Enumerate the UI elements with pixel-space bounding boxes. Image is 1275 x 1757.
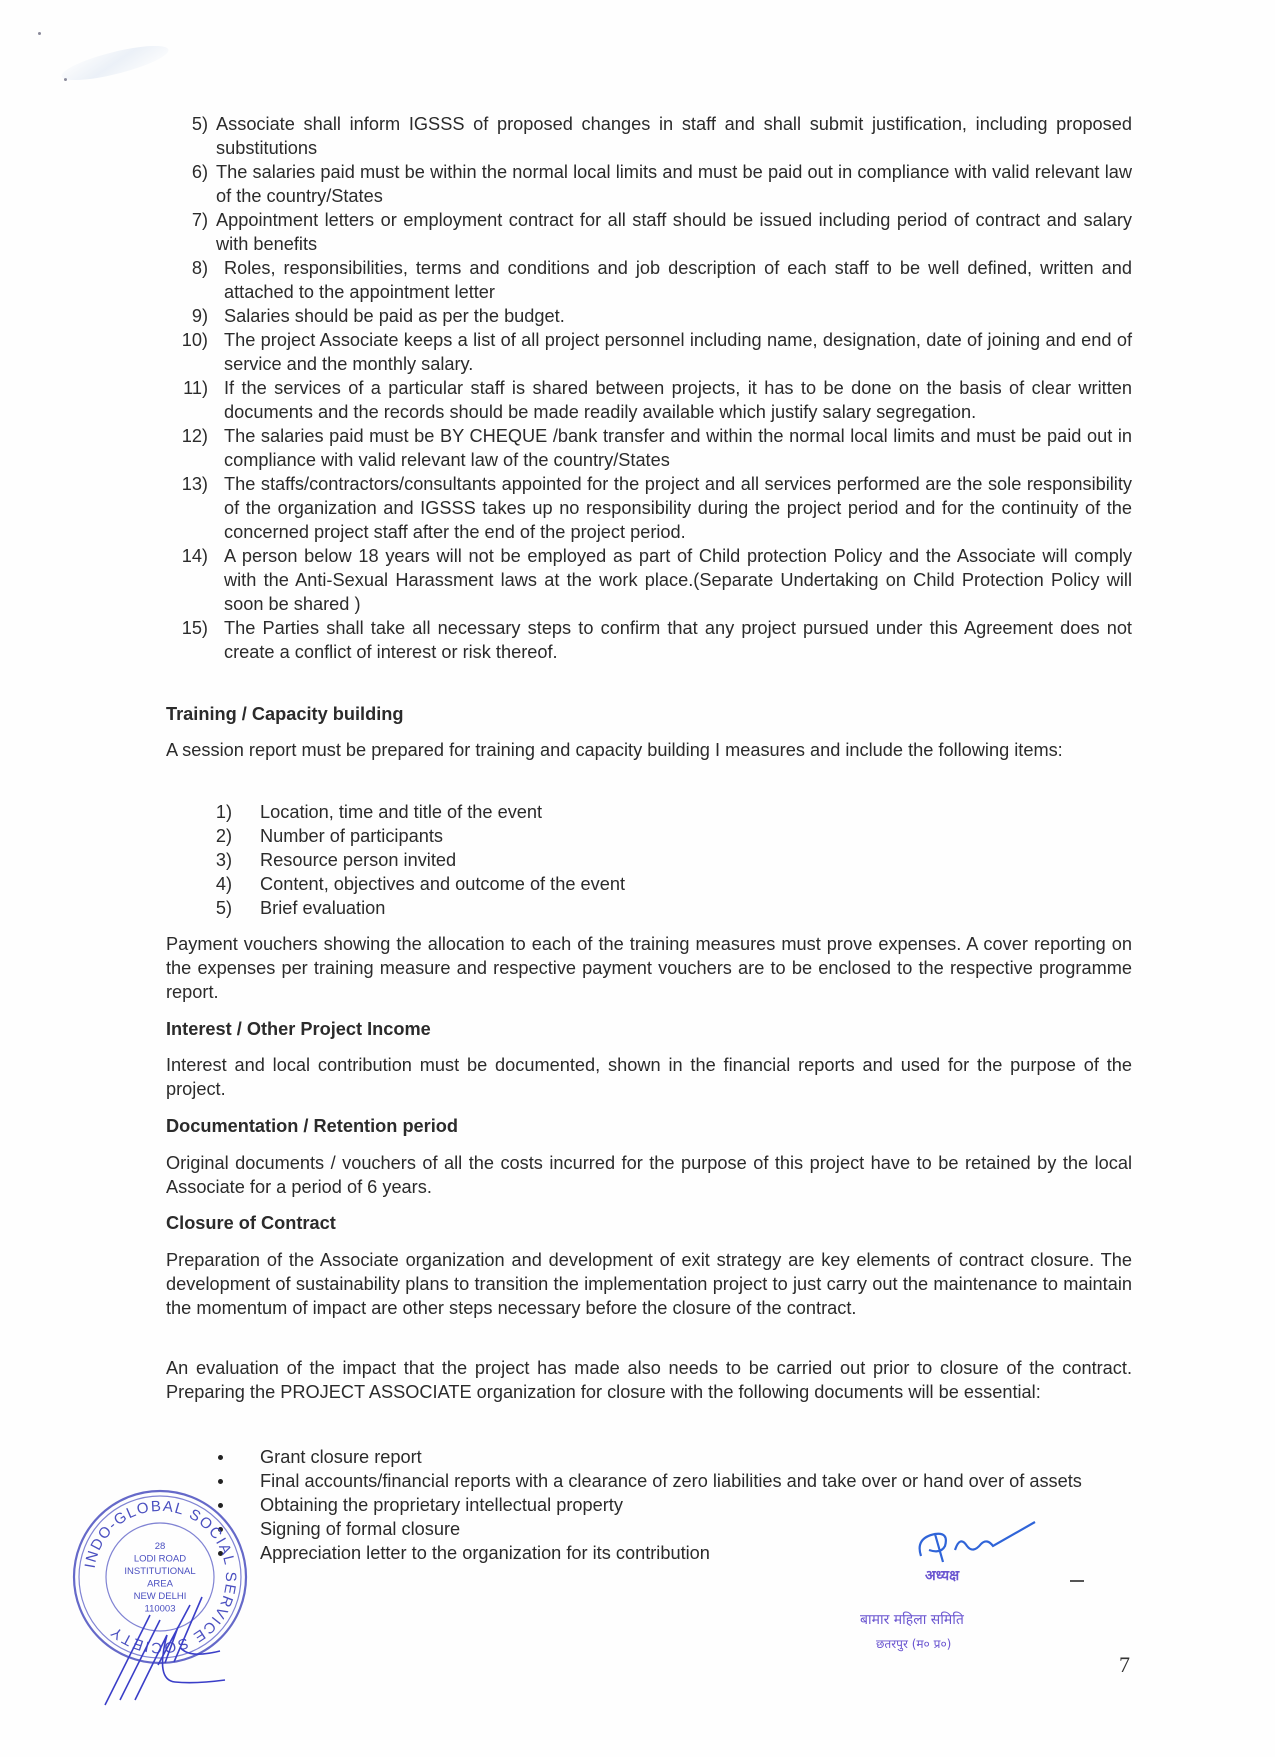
bullet-icon: [218, 1455, 223, 1460]
stamp-line-2: छतरपुर (म० प्र०): [876, 1637, 952, 1651]
clause-number: 15): [181, 618, 208, 638]
clause-number: 13): [181, 474, 208, 494]
training-item-text: Number of participants: [260, 826, 443, 846]
clause-text: The staffs/contractors/consultants appointed for the project and all services performed are the sole responsibility of the organization and IGSSS takes up no responsibility during the project period and for the continuity of the concerned project staff after the end of the project period.: [224, 474, 1132, 542]
seal-center-line: LODI ROAD: [133, 1553, 187, 1565]
training-item-number: 4): [215, 874, 232, 894]
seal-center-line: INSTITUTIONAL: [124, 1566, 196, 1577]
training-item: [196, 800, 796, 824]
clause-number: 9): [191, 306, 208, 326]
clause-text: The Parties shall take all necessary steps to confirm that any project pursued under this Agreement does not create a conflict of interest or risk thereof.: [224, 618, 1132, 662]
signature-left: [95, 1600, 235, 1710]
training-heading: Training / Capacity building: [166, 704, 404, 724]
clause-text: Appointment letters or employment contract for all staff should be issued including period of contract and salary with benefits: [216, 210, 1132, 254]
clause-number: 12): [181, 426, 208, 446]
clause-number: 6): [191, 162, 208, 182]
clause-text: The salaries paid must be BY CHEQUE /bank transfer and within the normal local limits and must be paid out in compliance with valid relevant law of the country/States: [224, 426, 1132, 470]
training-item-number: 1): [215, 802, 232, 822]
seal-center-line: NEW DELHI: [133, 1591, 187, 1602]
training-item: [196, 896, 796, 920]
documentation-paragraph: Original documents / vouchers of all the costs incurred for the purpose of this project have to be retained by the local Associate for a period of 6 years.: [166, 1153, 1132, 1197]
clause-item: [172, 208, 1132, 256]
closure-paragraph-2: An evaluation of the impact that the project has made also needs to be carried out prior to closure of the contract. Preparing the PROJECT ASSOCIATE organization for closure with the following documents will be essential:: [166, 1358, 1132, 1402]
clause-text: Associate shall inform IGSSS of proposed changes in staff and shall submit justification, including proposed substitutions: [216, 114, 1132, 158]
interest-heading: Interest / Other Project Income: [166, 1019, 431, 1039]
staff-clauses-list: [172, 112, 1132, 664]
clause-item: [172, 472, 1132, 544]
clause-number: 5): [191, 114, 208, 134]
closure-document-item: [218, 1445, 1132, 1469]
clause-item: [172, 112, 1132, 160]
seal-center-line: AREA: [147, 1578, 173, 1590]
training-item-number: 2): [215, 826, 232, 846]
training-items-list: [196, 800, 796, 920]
seal-ring-text: INDO-GLOBAL SOCIAL SERVICE SOCIETY: [81, 1497, 240, 1657]
clause-text: The project Associate keeps a list of all project personnel including name, designation, date of joining and end of service and the monthly salary.: [224, 330, 1132, 374]
training-item: [196, 872, 796, 896]
training-item-number: 3): [215, 850, 232, 870]
clause-text: The salaries paid must be within the normal local limits and must be paid out in compliance with valid relevant law of the country/States: [216, 162, 1132, 206]
page-number: 7: [1119, 1652, 1130, 1677]
scan-mark: [1070, 1580, 1084, 1582]
clause-text: Salaries should be paid as per the budget.: [224, 306, 565, 326]
interest-paragraph: Interest and local contribution must be documented, shown in the financial reports and used for the purpose of the project.: [166, 1055, 1132, 1099]
stamp-title: अध्यक्ष: [925, 1568, 960, 1584]
clause-number: 8): [191, 258, 208, 278]
clause-text: A person below 18 years will not be employed as part of Child protection Policy and the Associate will comply with the Anti-Sexual Harassment laws at the work place.(Separate Undertaking on Child Protection Policy will soon be shared ): [224, 546, 1132, 614]
closure-document-item: [218, 1469, 1132, 1493]
clause-item: [172, 424, 1132, 472]
closure-document-text: Grant closure report: [260, 1447, 422, 1467]
training-item-number: 5): [215, 898, 232, 918]
clause-item: [172, 376, 1132, 424]
closure-document-text: Signing of formal closure: [260, 1519, 461, 1539]
training-item-text: Brief evaluation: [260, 898, 386, 918]
stamp-line-1: बामार महिला समिति: [860, 1612, 964, 1628]
closure-document-text: Appreciation letter to the organization for its contribution: [260, 1543, 710, 1563]
clause-item: [172, 304, 1132, 328]
training-item-text: Content, objectives and outcome of the event: [260, 874, 625, 894]
training-vouchers-paragraph: Payment vouchers showing the allocation to each of the training measures must prove expenses. A cover reporting on the expenses per training measure and respective payment vouchers are to be enclosed to the respective programme report.: [166, 934, 1132, 1002]
training-item-text: Resource person invited: [260, 850, 457, 870]
clause-item: [172, 328, 1132, 376]
documentation-heading: Documentation / Retention period: [166, 1116, 459, 1136]
clause-item: [172, 616, 1132, 664]
clause-item: [172, 544, 1132, 616]
clause-text: If the services of a particular staff is shared between projects, it has to be done on the basis of clear written documents and the records should be made readily available which justify salary segregation.: [224, 378, 1132, 422]
clause-number: 7): [191, 210, 208, 230]
closure-document-text: Final accounts/financial reports with a clearance of zero liabilities and take over or hand over of assets: [260, 1471, 1082, 1491]
bullet-icon: [218, 1479, 223, 1484]
training-item: [196, 824, 796, 848]
clause-text: Roles, responsibilities, terms and conditions and job description of each staff to be well defined, written and attached to the appointment letter: [224, 258, 1132, 302]
clause-number: 14): [181, 546, 208, 566]
clause-item: [172, 256, 1132, 304]
clause-item: [172, 160, 1132, 208]
scan-smudge: [59, 39, 171, 87]
signature-right: [915, 1510, 1045, 1570]
training-item: [196, 848, 796, 872]
training-item-text: Location, time and title of the event: [260, 802, 543, 822]
training-intro: A session report must be prepared for training and capacity building I measures and include the following items:: [166, 740, 1063, 760]
closure-heading: Closure of Contract: [166, 1213, 336, 1233]
closure-document-text: Obtaining the proprietary intellectual property: [260, 1495, 623, 1515]
seal-center-line: 110003: [144, 1603, 176, 1615]
closure-paragraph-1: Preparation of the Associate organization and development of exit strategy are key elements of contract closure. The development of sustainability plans to transition the implementation project to just carry out the maintenance to maintain the momentum of impact are other steps necessary before the closure of the contract.: [166, 1250, 1132, 1318]
clause-number: 11): [183, 378, 208, 398]
scan-speck: [38, 32, 41, 35]
clause-number: 10): [181, 330, 208, 350]
seal-center-line: 28: [154, 1541, 166, 1552]
